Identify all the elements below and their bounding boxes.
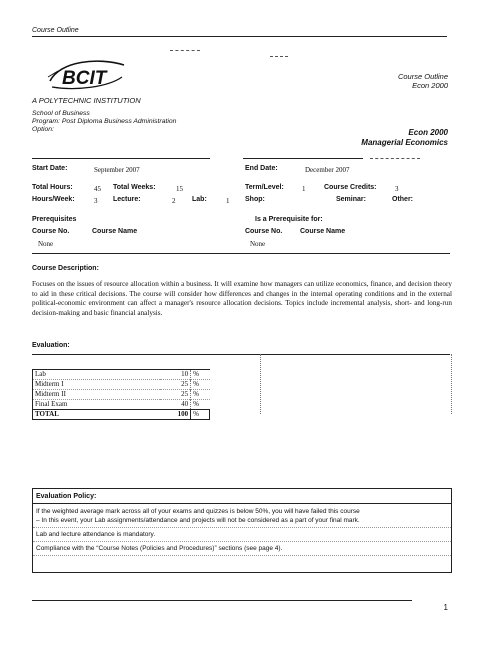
total-weeks-value: 15 (176, 185, 183, 193)
table-row-total (33, 410, 210, 420)
course-description-text: Focuses on the issues of resource allocation within a business. It will examine how managers can utilize economics, finance, and decision theory to aid in these critical decisions. The course will consider how differences and changes in the internal operating conditions and in the external political-economic environment can affect a manager's resource allocation decisions. Topics include incremental analysis, short- and long-run decision-making and basic financial analysis. (32, 280, 452, 317)
eval-item-name: Final Exam (33, 400, 160, 410)
bcit-logo (46, 57, 128, 93)
evaluation-heading: Evaluation: (32, 342, 70, 349)
eval-item-unit: % (191, 370, 210, 380)
section-rule-right (243, 158, 363, 159)
policy-line-1: If the weighted average mark across all of your exams and quizzes is below 50%, you will have failed this course (36, 508, 360, 515)
course-name: Managerial Economics (361, 138, 448, 147)
top-right-block (398, 72, 448, 90)
header-rule (32, 36, 447, 37)
policy-divider (33, 541, 451, 542)
evaluation-policy-box (32, 488, 452, 573)
term-level-label: Term/Level: (245, 184, 284, 191)
page-number: 1 (443, 603, 448, 612)
policy-line-3: Lab and lecture attendance is mandatory. (36, 531, 156, 538)
hours-week-label: Hours/Week: (32, 196, 75, 203)
hours-week-value: 3 (94, 197, 98, 205)
eval-item-name: Midterm II (33, 390, 160, 400)
end-date-value: December 2007 (305, 166, 350, 174)
top-right-line2: Econ 2000 (412, 81, 448, 90)
table-row (33, 400, 210, 410)
top-right-line1: Course Outline (397, 72, 448, 81)
total-hours-label: Total Hours: (32, 184, 73, 191)
section-rule (32, 253, 450, 254)
section-rule-left (32, 158, 210, 159)
eval-total-value: 100 (177, 410, 189, 418)
other-label: Other: (392, 196, 413, 203)
table-row (33, 390, 210, 400)
eval-item-value: 40 (181, 400, 189, 408)
total-weeks-label: Total Weeks: (113, 184, 156, 191)
start-date-value: September 2007 (94, 166, 140, 174)
policy-line-2: – In this event, your Lab assignments/attendance and projects will not be considered as a part of your final mark. (36, 517, 360, 524)
end-date-label: End Date: (245, 165, 278, 172)
eval-item-unit: % (191, 380, 210, 390)
lab-label: Lab: (192, 196, 207, 203)
table-row (33, 380, 210, 390)
shop-label: Shop: (245, 196, 265, 203)
eval-item-unit: % (191, 390, 210, 400)
is-prereq-course-no-label: Course No. (245, 228, 283, 235)
eval-item-value: 25 (181, 390, 189, 398)
document-header-title: Course Outline (32, 27, 79, 34)
footer-rule (32, 600, 412, 601)
policy-line-4: Compliance with the “Course Notes (Policies and Procedures)” sections (see page 4). (36, 545, 283, 552)
lecture-value: 2 (172, 197, 176, 205)
institution-tagline: A POLYTECHNIC INSTITUTION (32, 96, 141, 105)
eval-item-unit: % (191, 400, 210, 410)
evaluation-policy-heading: Evaluation Policy: (36, 493, 97, 500)
lab-value: 1 (226, 197, 230, 205)
scan-mark (170, 50, 200, 51)
eval-total-unit: % (191, 410, 210, 420)
is-prereq-value: None (250, 240, 266, 248)
scan-mark (370, 158, 420, 159)
program-name: Program: Post Diploma Business Administration (32, 118, 177, 126)
course-code: Econ 2000 (408, 128, 448, 137)
logo-text: BCIT (62, 68, 107, 89)
scan-mark (270, 56, 288, 57)
school-name: School of Business (32, 110, 90, 117)
course-credits-label: Course Credits: (324, 184, 377, 191)
seminar-label: Seminar: (336, 196, 366, 203)
evaluation-table (32, 369, 210, 420)
is-prereq-heading: Is a Prerequisite for: (255, 216, 323, 223)
eval-item-value: 25 (181, 380, 189, 388)
eval-item-name: Midterm I (33, 380, 160, 390)
eval-item-name: Lab (33, 370, 160, 380)
course-credits-value: 3 (395, 185, 399, 193)
total-hours-value: 45 (94, 185, 101, 193)
eval-item-value: 10 (181, 370, 189, 378)
prereq-course-no-label: Course No. (32, 228, 70, 235)
is-prereq-course-name-label: Course Name (300, 228, 346, 235)
option-label: Option: (32, 126, 54, 134)
term-level-value: 1 (302, 185, 306, 193)
prereq-value: None (38, 240, 54, 248)
policy-divider (33, 527, 451, 528)
start-date-label: Start Date: (32, 165, 68, 172)
prerequisites-heading: Prerequisites (32, 216, 77, 223)
prereq-course-name-label: Course Name (92, 228, 138, 235)
eval-total-label: TOTAL (33, 410, 160, 420)
table-row (33, 370, 210, 380)
policy-divider (33, 555, 451, 556)
school-info (32, 110, 176, 135)
course-title-block (361, 128, 448, 148)
policy-heading-rule (33, 503, 451, 504)
evaluation-blank-cell (260, 354, 452, 414)
lecture-label: Lecture: (113, 196, 141, 203)
course-description-heading: Course Description: (32, 265, 99, 272)
